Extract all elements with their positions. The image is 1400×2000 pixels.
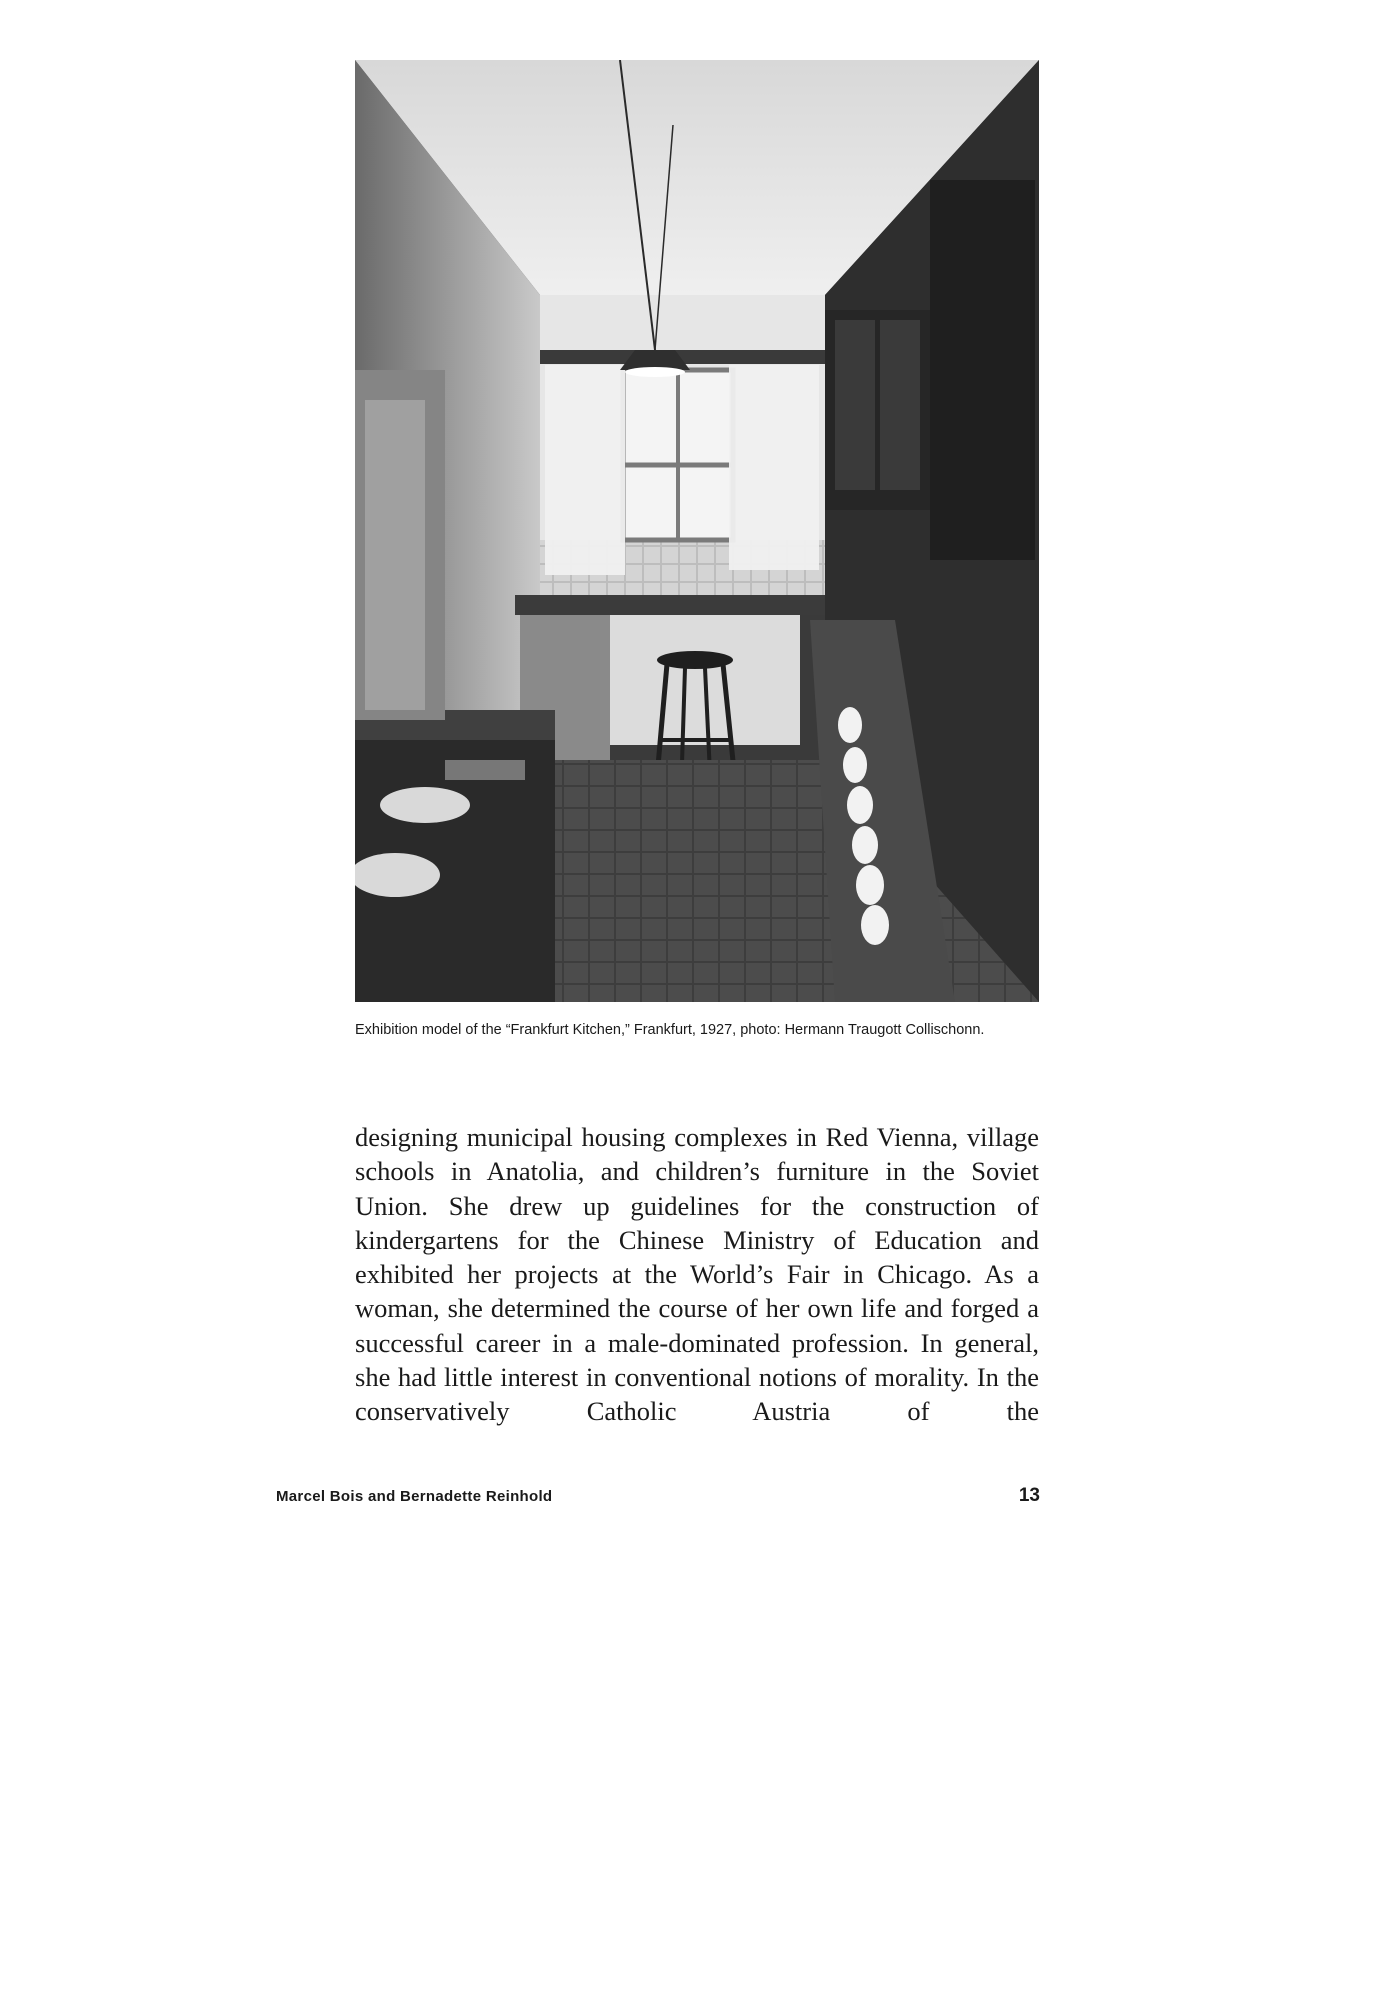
- footer-authors: Marcel Bois and Bernadette Reinhold: [276, 1488, 553, 1505]
- back-counter: [515, 595, 825, 615]
- page-number: 13: [1018, 1485, 1040, 1506]
- body-paragraph: designing municipal housing complexes in Red Vienna, village schools in Anatolia, and children’s furniture in the Soviet Union. She drew up guidelines for the construction of kindergartens for the Chinese Ministry of Education and exhibited her projects at the World’s Fair in Chicago. As a woman, she determined the course of her own life and forged a successful career in a male-dominated profession. In general, she had little interest in conventional notions of morality. In the conservatively Catholic Austria of the: [355, 1122, 1039, 1427]
- left-curtain: [545, 365, 625, 575]
- right-curtain: [729, 365, 819, 570]
- photo-caption: Exhibition model of the “Frankfurt Kitchen,” Frankfurt, 1927, photo: Hermann Traugott Collischonn.: [355, 1022, 985, 1038]
- kitchen-photo-illustration: [355, 60, 1039, 1002]
- frankfurt-kitchen-photo: [355, 60, 1039, 1002]
